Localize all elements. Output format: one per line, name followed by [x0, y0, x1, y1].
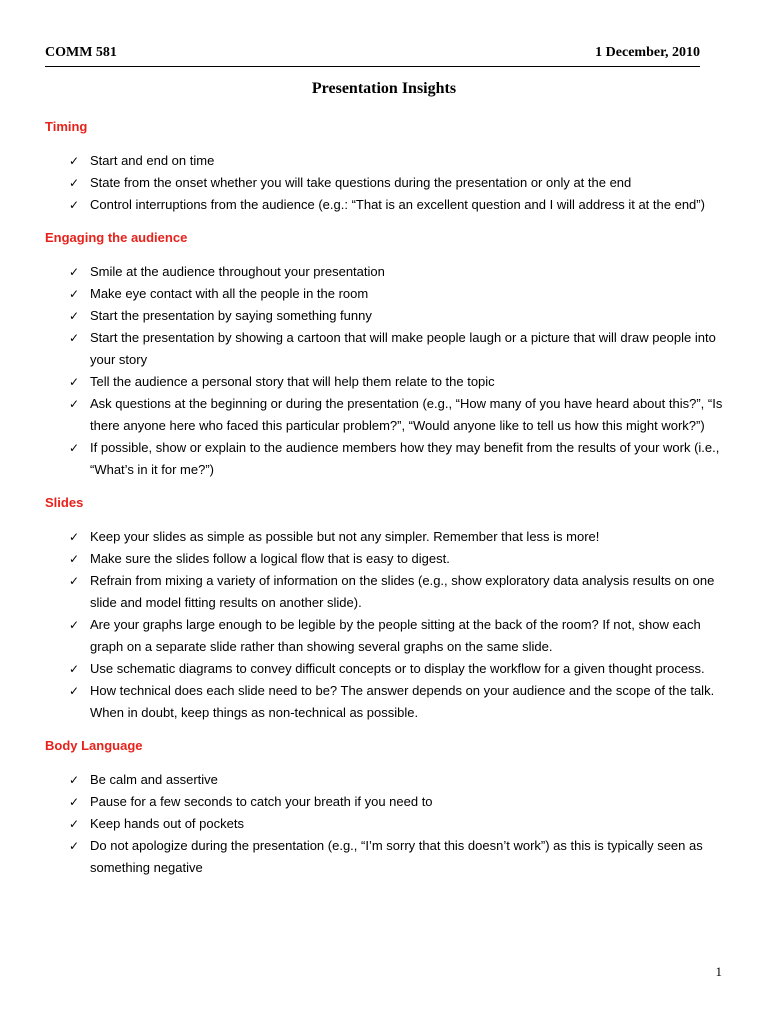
list-item: [45, 150, 725, 172]
list-item: [45, 791, 725, 813]
list-item-text: Refrain from mixing a variety of information on the slides (e.g., show exploratory data analysis results on one slide and model fitting results on another slide).: [90, 573, 715, 610]
bullet-list: [45, 150, 725, 216]
list-item: [45, 371, 725, 393]
list-item-text: Tell the audience a personal story that will help them relate to the topic: [90, 374, 495, 389]
list-item: [45, 614, 725, 658]
list-item: [45, 261, 725, 283]
page-number: 1: [715, 964, 722, 979]
list-item: [45, 813, 725, 835]
list-item-text: Be calm and assertive: [90, 772, 218, 787]
list-item: [45, 570, 725, 614]
list-item: [45, 526, 725, 548]
list-item-text: Keep your slides as simple as possible but not any simpler. Remember that less is more!: [90, 529, 600, 544]
check-mark-icon: ✓: [69, 198, 80, 212]
check-mark-icon: ✓: [69, 817, 80, 831]
list-item: [45, 437, 725, 481]
check-mark-icon: ✓: [69, 309, 80, 323]
bullet-list: [45, 261, 725, 481]
check-mark-icon: ✓: [69, 839, 80, 853]
list-item: [45, 172, 725, 194]
check-mark-icon: ✓: [69, 795, 80, 809]
section-heading: Engaging the audience: [45, 230, 188, 245]
list-item: [45, 194, 725, 216]
check-mark-icon: ✓: [69, 176, 80, 190]
list-item: [45, 835, 725, 879]
section-heading: Slides: [45, 495, 84, 510]
check-mark-icon: ✓: [69, 331, 80, 345]
list-item-text: Keep hands out of pockets: [90, 816, 244, 831]
list-item: [45, 327, 725, 371]
list-item: [45, 393, 725, 437]
list-item-text: Control interruptions from the audience (e.g.: “That is an excellent question and I will address it at the end”): [90, 197, 705, 212]
check-mark-icon: ✓: [69, 552, 80, 566]
course-code: COMM 581: [45, 45, 117, 60]
document-title: Presentation Insights: [311, 80, 457, 97]
list-item-text: State from the onset whether you will take questions during the presentation or only at the end: [90, 175, 632, 190]
check-mark-icon: ✓: [69, 265, 80, 279]
bullet-list: [45, 526, 725, 724]
check-mark-icon: ✓: [69, 618, 80, 632]
list-item-text: Ask questions at the beginning or during the presentation (e.g., “How many of you have heard about this?”, “Is there anyone here who faced this particular problem?”, “Would anyone like to tell us how this might work?”): [90, 396, 723, 433]
list-item-text: If possible, show or explain to the audience members how they may benefit from the results of your work (i.e., “What’s in it for me?”): [90, 440, 720, 477]
section-heading: Timing: [45, 119, 88, 134]
list-item-text: Smile at the audience throughout your presentation: [90, 264, 385, 279]
list-item-text: Use schematic diagrams to convey difficult concepts or to display the workflow for a given thought process.: [90, 661, 705, 676]
document-date: 1 December, 2010: [595, 45, 700, 60]
list-item-text: Make eye contact with all the people in the room: [90, 286, 369, 301]
list-item: [45, 283, 725, 305]
list-item: [45, 680, 725, 724]
list-item: [45, 658, 725, 680]
check-mark-icon: ✓: [69, 397, 80, 411]
check-mark-icon: ✓: [69, 662, 80, 676]
list-item: [45, 548, 725, 570]
check-mark-icon: ✓: [69, 375, 80, 389]
list-item-text: Start the presentation by showing a cartoon that will make people laugh or a picture that will draw people into your story: [90, 330, 716, 367]
list-item-text: How technical does each slide need to be? The answer depends on your audience and the scope of the talk. When in doubt, keep things as non-technical as possible.: [90, 683, 715, 720]
list-item-text: Do not apologize during the presentation (e.g., “I’m sorry that this doesn’t work”) as this is typically seen as something negative: [90, 838, 703, 875]
page-header: [45, 44, 700, 67]
bullet-list: [45, 769, 725, 879]
check-mark-icon: ✓: [69, 441, 80, 455]
section-heading: Body Language: [45, 738, 143, 753]
list-item-text: Are your graphs large enough to be legible by the people sitting at the back of the room? If not, show each graph on a separate slide rather than showing several graphs on the same slide.: [90, 617, 701, 654]
list-item-text: Start and end on time: [90, 153, 215, 168]
list-item: [45, 305, 725, 327]
check-mark-icon: ✓: [69, 154, 80, 168]
list-item-text: Make sure the slides follow a logical flow that is easy to digest.: [90, 551, 450, 566]
list-item: [45, 769, 725, 791]
check-mark-icon: ✓: [69, 530, 80, 544]
document-body: [45, 117, 725, 891]
list-item-text: Pause for a few seconds to catch your breath if you need to: [90, 794, 433, 809]
check-mark-icon: ✓: [69, 684, 80, 698]
check-mark-icon: ✓: [69, 773, 80, 787]
check-mark-icon: ✓: [69, 574, 80, 588]
list-item-text: Start the presentation by saying something funny: [90, 308, 372, 323]
check-mark-icon: ✓: [69, 287, 80, 301]
